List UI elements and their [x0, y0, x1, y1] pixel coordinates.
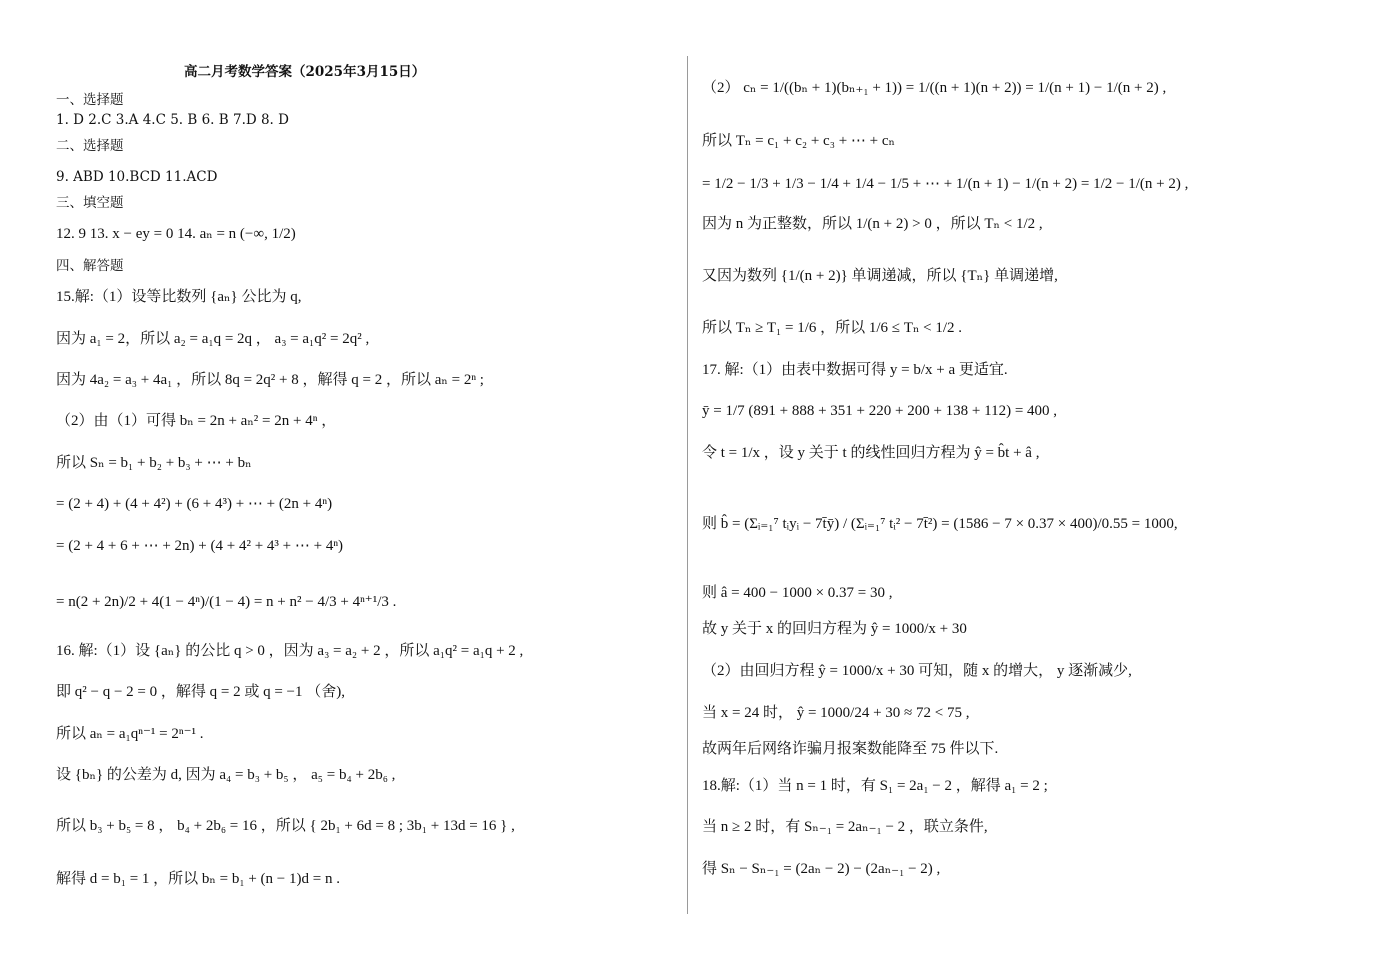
q15-part2-line-3: = (2 + 4) + (4 + 4²) + (6 + 4³) + ⋯ + (2n + 4ⁿ) [56, 496, 333, 512]
answers-12-14: 12. 9 13. x − ey = 0 14. aₙ = n (−∞, 1/2) [56, 226, 296, 242]
q16-part2-line-3: = 1/2 − 1/3 + 1/3 − 1/4 + 1/4 − 1/5 + ⋯ + 1/(n + 1) − 1/(n + 2) = 1/2 − 1/(n + 2) , [702, 176, 1189, 192]
q16-line-5: 所以 b₃ + b₅ = 8 ， b₄ + 2b₆ = 16 ，所以 { 2b₁ + 6d = 8 ; 3b₁ + 13d = 16 } , [56, 818, 515, 834]
q17-part2-line-3: 故两年后网络诈骗月报案数能降至 75 件以下. [702, 741, 999, 757]
q16-line-1: 16. 解:（1）设 {aₙ} 的公比 q > 0 ，因为 a₃ = a₂ + 2 ，所以 a₁q² = a₁q + 2 , [56, 643, 524, 659]
q16-part2-line-1: （2） cₙ = 1/((bₙ + 1)(bₙ₊₁ + 1)) = 1/((n + 1)(n + 2)) = 1/(n + 1) − 1/(n + 2) , [702, 80, 1167, 96]
q18-line-3: 得 Sₙ − Sₙ₋₁ = (2aₙ − 2) − (2aₙ₋₁ − 2) , [702, 861, 941, 877]
q17-line-5: 则 â = 400 − 1000 × 0.37 = 30 , [702, 585, 893, 601]
q16-line-6: 解得 d = b₁ = 1 ，所以 bₙ = b₁ + (n − 1)d = n . [56, 871, 340, 887]
section-heading-multi-choice: 二、选择题 [56, 138, 124, 154]
q17-part2-line-1: （2）由回归方程 ŷ = 1000/x + 30 可知，随 x 的增大， y 逐渐减少, [702, 663, 1132, 679]
column-divider [687, 56, 688, 914]
q17-line-6: 故 y 关于 x 的回归方程为 ŷ = 1000/x + 30 [702, 621, 967, 637]
q17-line-4: 则 b̂ = (Σᵢ₌₁⁷ tᵢyᵢ − 7t̄ȳ) / (Σᵢ₌₁⁷ tᵢ² − 7t̄²) = (1586 − 7 × 0.37 × 400)/0.55 = 1000, [702, 516, 1178, 532]
q15-part2-line-5: = n(2 + 2n)/2 + 4(1 − 4ⁿ)/(1 − 4) = n + n² − 4/3 + 4ⁿ⁺¹/3 . [56, 594, 397, 610]
q15-line-1: 15.解:（1）设等比数列 {aₙ} 公比为 q, [56, 289, 302, 305]
page-title: 高二月考数学答案（2025年3月15日） [184, 64, 426, 80]
q15-part2-line-1: （2）由（1）可得 bₙ = 2n + aₙ² = 2n + 4ⁿ ， [56, 413, 337, 429]
section-heading-fill: 三、填空题 [56, 195, 124, 211]
q15-line-2: 因为 a₁ = 2，所以 a₂ = a₁q = 2q ， a₃ = a₁q² = 2q² , [56, 331, 370, 347]
q16-line-2: 即 q² − q − 2 = 0 ，解得 q = 2 或 q = −1 （舍), [56, 684, 345, 700]
q16-line-3: 所以 aₙ = a₁qⁿ⁻¹ = 2ⁿ⁻¹ . [56, 726, 204, 742]
q16-part2-line-6: 所以 Tₙ ≥ T₁ = 1/6 ，所以 1/6 ≤ Tₙ < 1/2 . [702, 320, 963, 336]
answers-9-11: 9. ABD 10.BCD 11.ACD [56, 169, 218, 185]
section-heading-choice: 一、选择题 [56, 92, 124, 108]
q17-line-3: 令 t = 1/x ，设 y 关于 t 的线性回归方程为 ŷ = b̂t + â , [702, 445, 1040, 461]
q16-line-4: 设 {bₙ} 的公差为 d, 因为 a₄ = b₃ + b₅ ， a₅ = b₄ + 2b₆ , [56, 767, 396, 783]
q18-line-2: 当 n ≥ 2 时，有 Sₙ₋₁ = 2aₙ₋₁ − 2 ，联立条件, [702, 819, 988, 835]
q17-part2-line-2: 当 x = 24 时， ŷ = 1000/24 + 30 ≈ 72 < 75 , [702, 705, 970, 721]
answers-1-8: 1. D 2.C 3.A 4.C 5. B 6. B 7.D 8. D [56, 112, 289, 128]
q16-part2-line-5: 又因为数列 {1/(n + 2)} 单调递减，所以 {Tₙ} 单调递增, [702, 268, 1058, 284]
q15-line-3: 因为 4a₂ = a₃ + 4a₁ ，所以 8q = 2q² + 8 ，解得 q = 2 ，所以 aₙ = 2ⁿ ; [56, 372, 484, 388]
q16-part2-line-2: 所以 Tₙ = c₁ + c₂ + c₃ + ⋯ + cₙ [702, 133, 896, 149]
q15-part2-line-2: 所以 Sₙ = b₁ + b₂ + b₃ + ⋯ + bₙ [56, 455, 252, 471]
section-heading-solutions: 四、解答题 [56, 258, 124, 274]
q15-part2-line-4: = (2 + 4 + 6 + ⋯ + 2n) + (4 + 4² + 4³ + ⋯ + 4ⁿ) [56, 538, 344, 554]
q18-line-1: 18.解:（1）当 n = 1 时，有 S₁ = 2a₁ − 2 ，解得 a₁ = 2 ; [702, 778, 1048, 794]
q17-line-2: ȳ = 1/7 (891 + 888 + 351 + 220 + 200 + 138 + 112) = 400 , [702, 403, 1058, 419]
q16-part2-line-4: 因为 n 为正整数，所以 1/(n + 2) > 0 ，所以 Tₙ < 1/2 , [702, 216, 1043, 232]
q17-line-1: 17. 解:（1）由表中数据可得 y = b/x + a 更适宜. [702, 362, 1008, 378]
